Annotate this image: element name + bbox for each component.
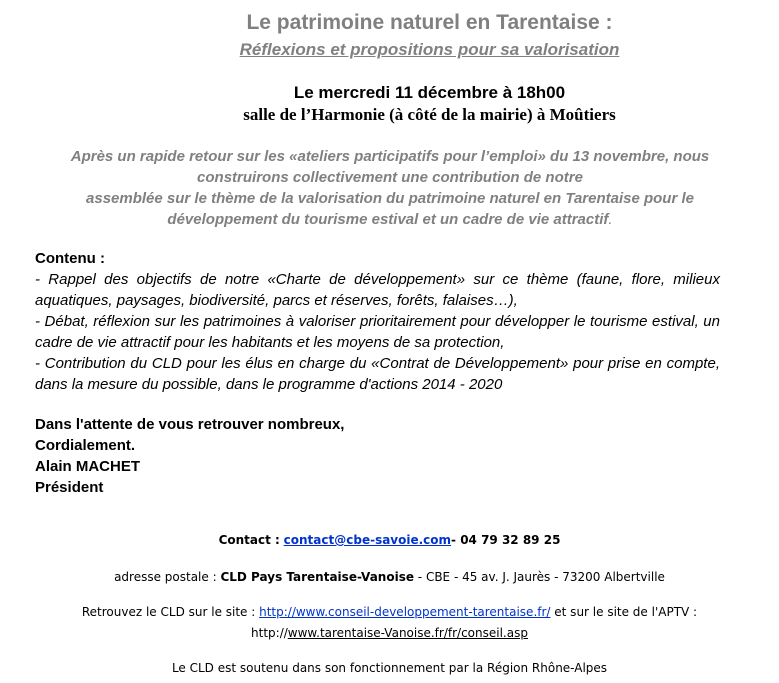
- intro-line: [20, 209, 760, 230]
- aptv-website-line: [0, 625, 779, 641]
- content-section: [35, 248, 720, 395]
- site-middle: et sur le site de l'APTV :: [550, 605, 698, 619]
- event-place: salle de l’Harmonie (à côté de la mairie) à Moûtiers: [243, 105, 616, 124]
- content-item: - Rappel des objectifs de notre «Charte de développement» sur ce thème (faune, flore, milieux aquatiques, paysages, biodiversité, parcs et réserves, forêts, falaises…),: [35, 271, 720, 309]
- postal-org: CLD Pays Tarentaise-Vanoise: [220, 570, 414, 584]
- contact-phone: - 04 79 32 89 25: [451, 533, 561, 547]
- contact-label: Contact :: [218, 533, 280, 547]
- site-prefix: Retrouvez le CLD sur le site :: [81, 605, 260, 619]
- closing-section: [35, 414, 344, 498]
- signatory-role: Président: [35, 479, 104, 496]
- page-title: Le patrimoine naturel en Tarentaise :: [246, 11, 613, 34]
- page-subtitle: Réflexions et propositions pour sa valorisation: [239, 40, 620, 59]
- intro-paragraph: [20, 146, 760, 230]
- closing-greeting: Cordialement.: [35, 437, 136, 454]
- signatory-name: Alain MACHET: [35, 458, 140, 475]
- postal-rest: - CBE - 45 av. J. Jaurès - 73200 Albertville: [413, 570, 665, 584]
- postal-address: [0, 569, 779, 585]
- support-notice: Le CLD est soutenu dans son fonctionnement par la Région Rhône-Alpes: [171, 661, 608, 675]
- contact-line: [0, 532, 779, 548]
- aptv-prefix: http://: [251, 626, 288, 640]
- cld-website-link[interactable]: http://www.conseil-developpement-tarentaise.fr/: [259, 605, 551, 619]
- intro-line: Après un rapide retour sur les «ateliers participatifs pour l’emploi» du 13 novembre, nous: [70, 148, 710, 165]
- postal-label: adresse postale :: [114, 570, 221, 584]
- intro-line: assemblée sur le thème de la valorisation du patrimoine naturel en Tarentaise pour le: [86, 190, 694, 207]
- aptv-website-link[interactable]: www.tarentaise-Vanoise.fr/fr/conseil.asp: [287, 626, 528, 640]
- contact-email-link[interactable]: contact@cbe-savoie.com: [283, 533, 452, 547]
- website-line: [0, 604, 779, 620]
- content-item: - Contribution du CLD pour les élus en charge du «Contrat de Développement» pour prise en compte, dans la mesure du possible, dans le programme d'actions 2014 - 2020: [35, 355, 720, 393]
- intro-line-end: .: [608, 211, 613, 228]
- event-date: Le mercredi 11 décembre à 18h00: [293, 83, 566, 102]
- intro-line: construirons collectivement une contribution de notre: [197, 169, 583, 186]
- content-item: - Débat, réflexion sur les patrimoines à valoriser prioritairement pour développer le tourisme estival, un cadre de vie attractif pour les habitants et les moyens de sa protection,: [35, 313, 720, 351]
- closing-line: Dans l'attente de vous retrouver nombreux,: [35, 416, 345, 433]
- intro-line-text: développement du tourisme estival et un cadre de vie attractif: [167, 211, 609, 228]
- content-heading: Contenu :: [35, 250, 105, 267]
